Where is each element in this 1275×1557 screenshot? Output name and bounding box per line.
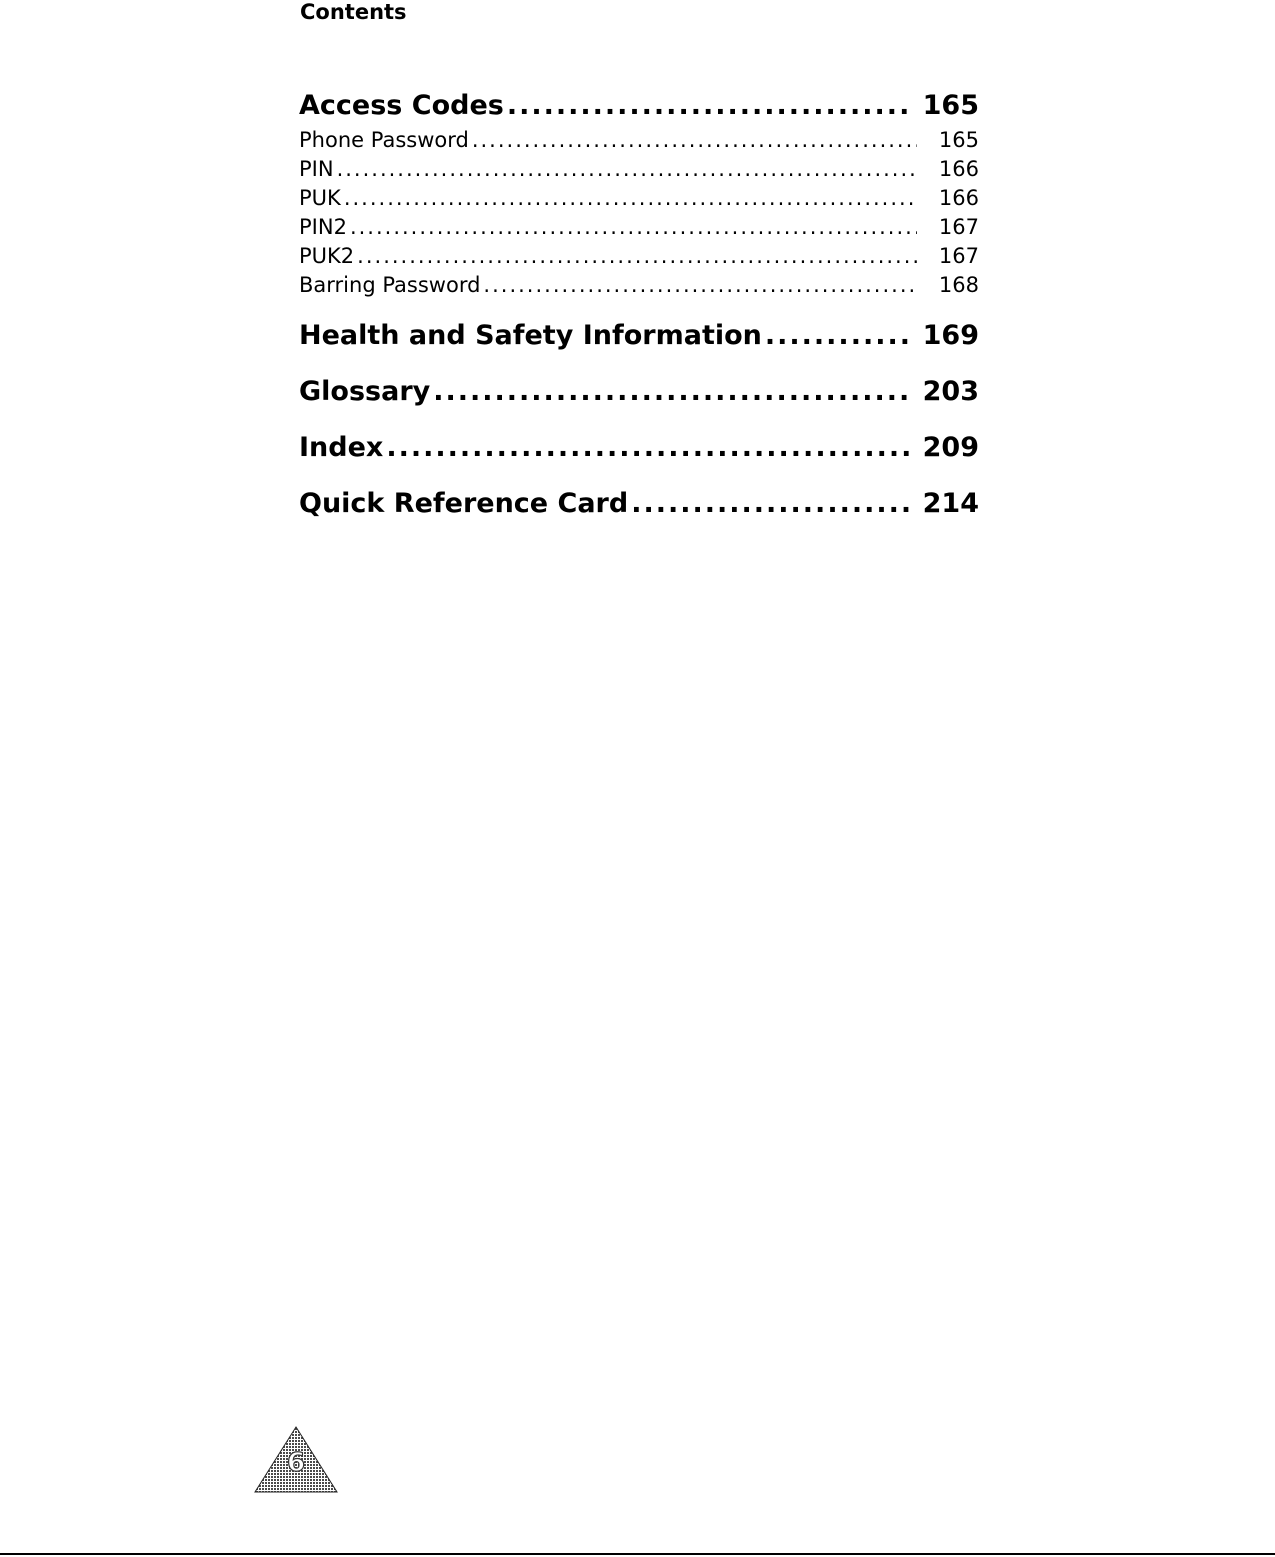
toc-item-phone-password[interactable] — [299, 126, 979, 155]
toc-item-label: PUK — [299, 186, 341, 210]
page-number-triangle-icon — [253, 1425, 339, 1495]
page-number: 6 — [286, 1448, 306, 1478]
dot-leader — [483, 271, 917, 300]
page-header-title: Contents — [300, 0, 407, 24]
dot-leader — [337, 155, 917, 184]
toc-item-pin[interactable] — [299, 155, 979, 184]
toc-page-number: 169 — [922, 320, 979, 351]
dot-leader — [472, 126, 917, 155]
dot-leader — [631, 484, 912, 524]
toc-page-number: 203 — [922, 376, 979, 407]
toc-item-label: Phone Password — [299, 128, 469, 152]
toc-page-number: 166 — [938, 186, 979, 210]
toc-item-puk2[interactable] — [299, 242, 979, 271]
toc-section-glossary[interactable] — [299, 372, 979, 412]
toc-section-index[interactable] — [299, 428, 979, 468]
toc-page-number: 167 — [938, 244, 979, 268]
toc-page-number: 168 — [938, 273, 979, 297]
toc-item-label: PIN — [299, 157, 334, 181]
dot-leader — [433, 372, 912, 412]
toc-item-pin2[interactable] — [299, 213, 979, 242]
toc-page-number: 209 — [922, 432, 979, 463]
dot-leader — [344, 184, 917, 213]
toc-section-title: Glossary — [299, 376, 431, 407]
toc-section-access-codes[interactable] — [299, 86, 979, 126]
dot-leader — [357, 242, 917, 271]
toc-page-number: 166 — [938, 157, 979, 181]
toc-section-quick-reference-card[interactable] — [299, 484, 979, 524]
dot-leader — [765, 316, 913, 356]
dot-leader — [386, 428, 912, 468]
toc-item-puk[interactable] — [299, 184, 979, 213]
toc-section-title: Quick Reference Card — [299, 488, 629, 519]
toc-item-barring-password[interactable] — [299, 271, 979, 300]
toc-page-number: 167 — [938, 215, 979, 239]
toc-page-number: 214 — [922, 488, 979, 519]
toc-item-label: PIN2 — [299, 215, 347, 239]
toc-page-number: 165 — [938, 128, 979, 152]
bottom-rule — [0, 1553, 1275, 1555]
toc-section-health-safety[interactable] — [299, 316, 979, 356]
dot-leader — [350, 213, 917, 242]
toc-item-label: Barring Password — [299, 273, 481, 297]
toc-section-title: Health and Safety Information — [299, 320, 762, 351]
toc-section-title: Index — [299, 432, 384, 463]
toc-item-label: PUK2 — [299, 244, 355, 268]
toc-page-number: 165 — [922, 90, 979, 121]
toc-section-title: Access Codes — [299, 90, 504, 121]
table-of-contents — [299, 86, 979, 524]
dot-leader — [507, 86, 913, 126]
